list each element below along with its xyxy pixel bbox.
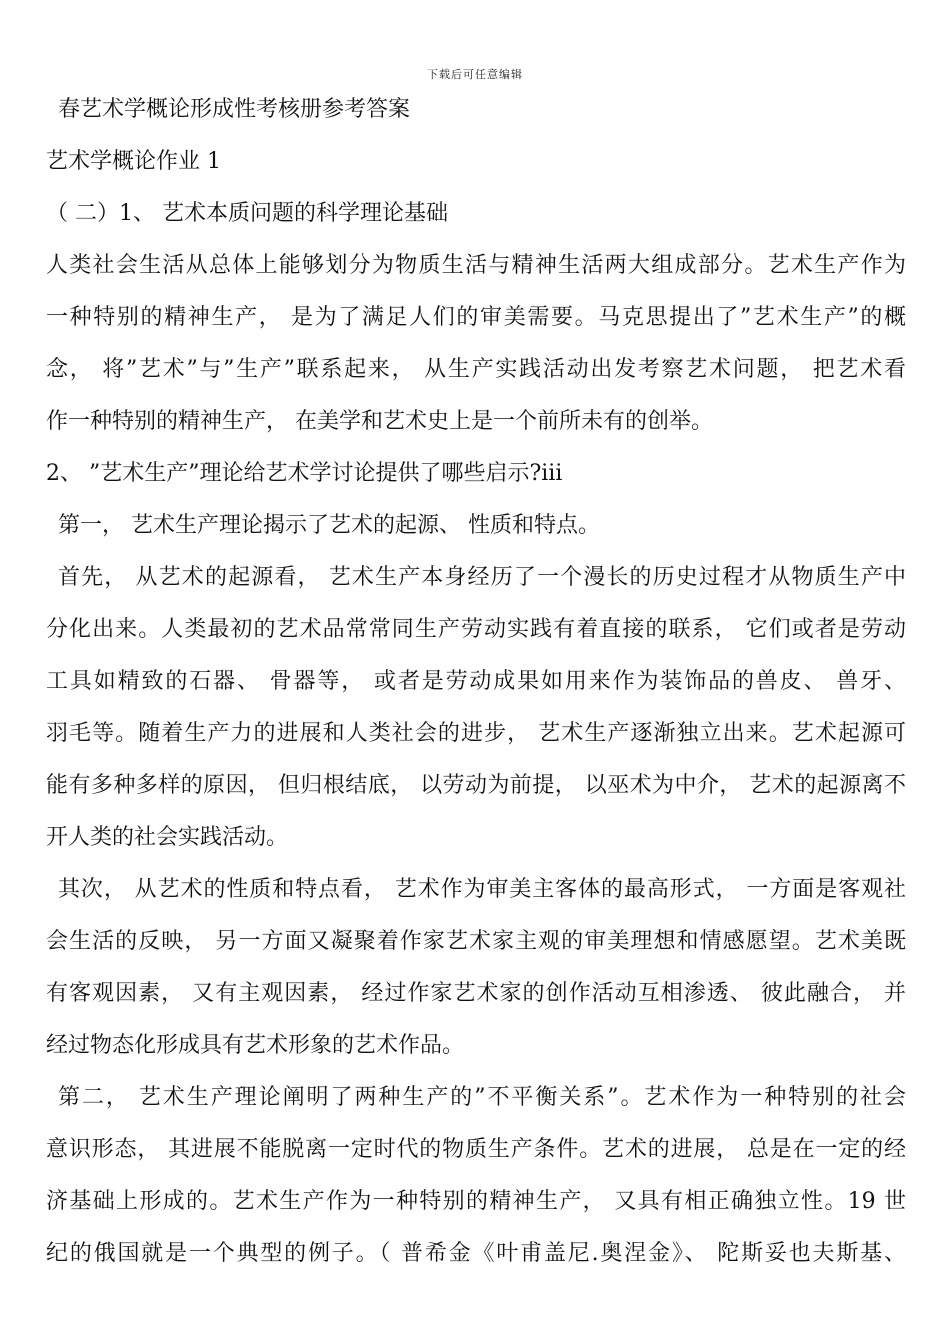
section-heading: 艺术学概论作业 1 (46, 149, 221, 174)
paragraph-line: 一种特别的精神生产， 是为了满足人们的审美需要。马克思提出了”艺术生产”的概 (46, 305, 906, 330)
paragraph-line: 第二， 艺术生产理论阐明了两种生产的”不平衡关系”。艺术作为一种特别的社会 (58, 1085, 906, 1110)
paragraph-line: 纪的俄国就是一个典型的例子。（ 普希金《叶甫盖尼.奥涅金》、 陀斯妥也夫斯基、 (46, 1241, 906, 1266)
document-body (46, 84, 906, 1280)
paragraph-line: 第一， 艺术生产理论揭示了艺术的起源、 性质和特点。 (58, 513, 600, 538)
paragraph-line: 分化出来。人类最初的艺术品常常同生产劳动实践有着直接的联系， 它们或者是劳动 (46, 617, 906, 642)
paragraph-line: 济基础上形成的。艺术生产作为一种特别的精神生产， 又具有相正确独立性。19 世 (46, 1189, 906, 1214)
paragraph-line: 经过物态化形成具有艺术形象的艺术作品。 (46, 1033, 465, 1058)
paragraph-line: 羽毛等。随着生产力的进展和人类社会的进步， 艺术生产逐渐独立出来。艺术起源可 (46, 721, 906, 746)
header-note: 下载后可任意编辑 (427, 68, 523, 81)
paragraph-line: 念， 将”艺术”与”生产”联系起来， 从生产实践活动出发考察艺术问题， 把艺术看 (46, 357, 906, 382)
paragraph-line: 能有多种多样的原因， 但归根结底， 以劳动为前提， 以巫术为中介， 艺术的起源离不 (46, 773, 906, 798)
paragraph-line: 作一种特别的精神生产， 在美学和艺术史上是一个前所未有的创举。 (46, 409, 713, 434)
paragraph-line: 开人类的社会实践活动。 (46, 825, 289, 850)
paragraph-line: 意识形态， 其进展不能脱离一定时代的物质生产条件。艺术的进展， 总是在一定的经 (46, 1137, 906, 1162)
paragraph-line: 工具如精致的石器、 骨器等， 或者是劳动成果如用来作为装饰品的兽皮、 兽牙、 (46, 669, 906, 694)
paragraph-line: 其次， 从艺术的性质和特点看， 艺术作为审美主客体的最高形式， 一方面是客观社 (58, 877, 906, 902)
question-2-heading: 2、 ”艺术生产”理论给艺术学讨论提供了哪些启示?ⅲ (46, 461, 563, 486)
paragraph-line: 会生活的反映， 另一方面又凝聚着作家艺术家主观的审美理想和情感愿望。艺术美既 (46, 929, 906, 954)
question-1-heading: （ 二）1、 艺术本质问题的科学理论基础 (46, 201, 448, 226)
document-title: 春艺术学概论形成性考核册参考答案 (58, 97, 411, 122)
paragraph-line: 首先， 从艺术的起源看， 艺术生产本身经历了一个漫长的历史过程才从物质生产中 (58, 565, 906, 590)
paragraph-line: 人类社会生活从总体上能够划分为物质生活与精神生活两大组成部分。艺术生产作为 (46, 253, 906, 278)
paragraph-line: 有客观因素， 又有主观因素， 经过作家艺术家的创作活动互相渗透、 彼此融合， 并 (46, 981, 906, 1006)
